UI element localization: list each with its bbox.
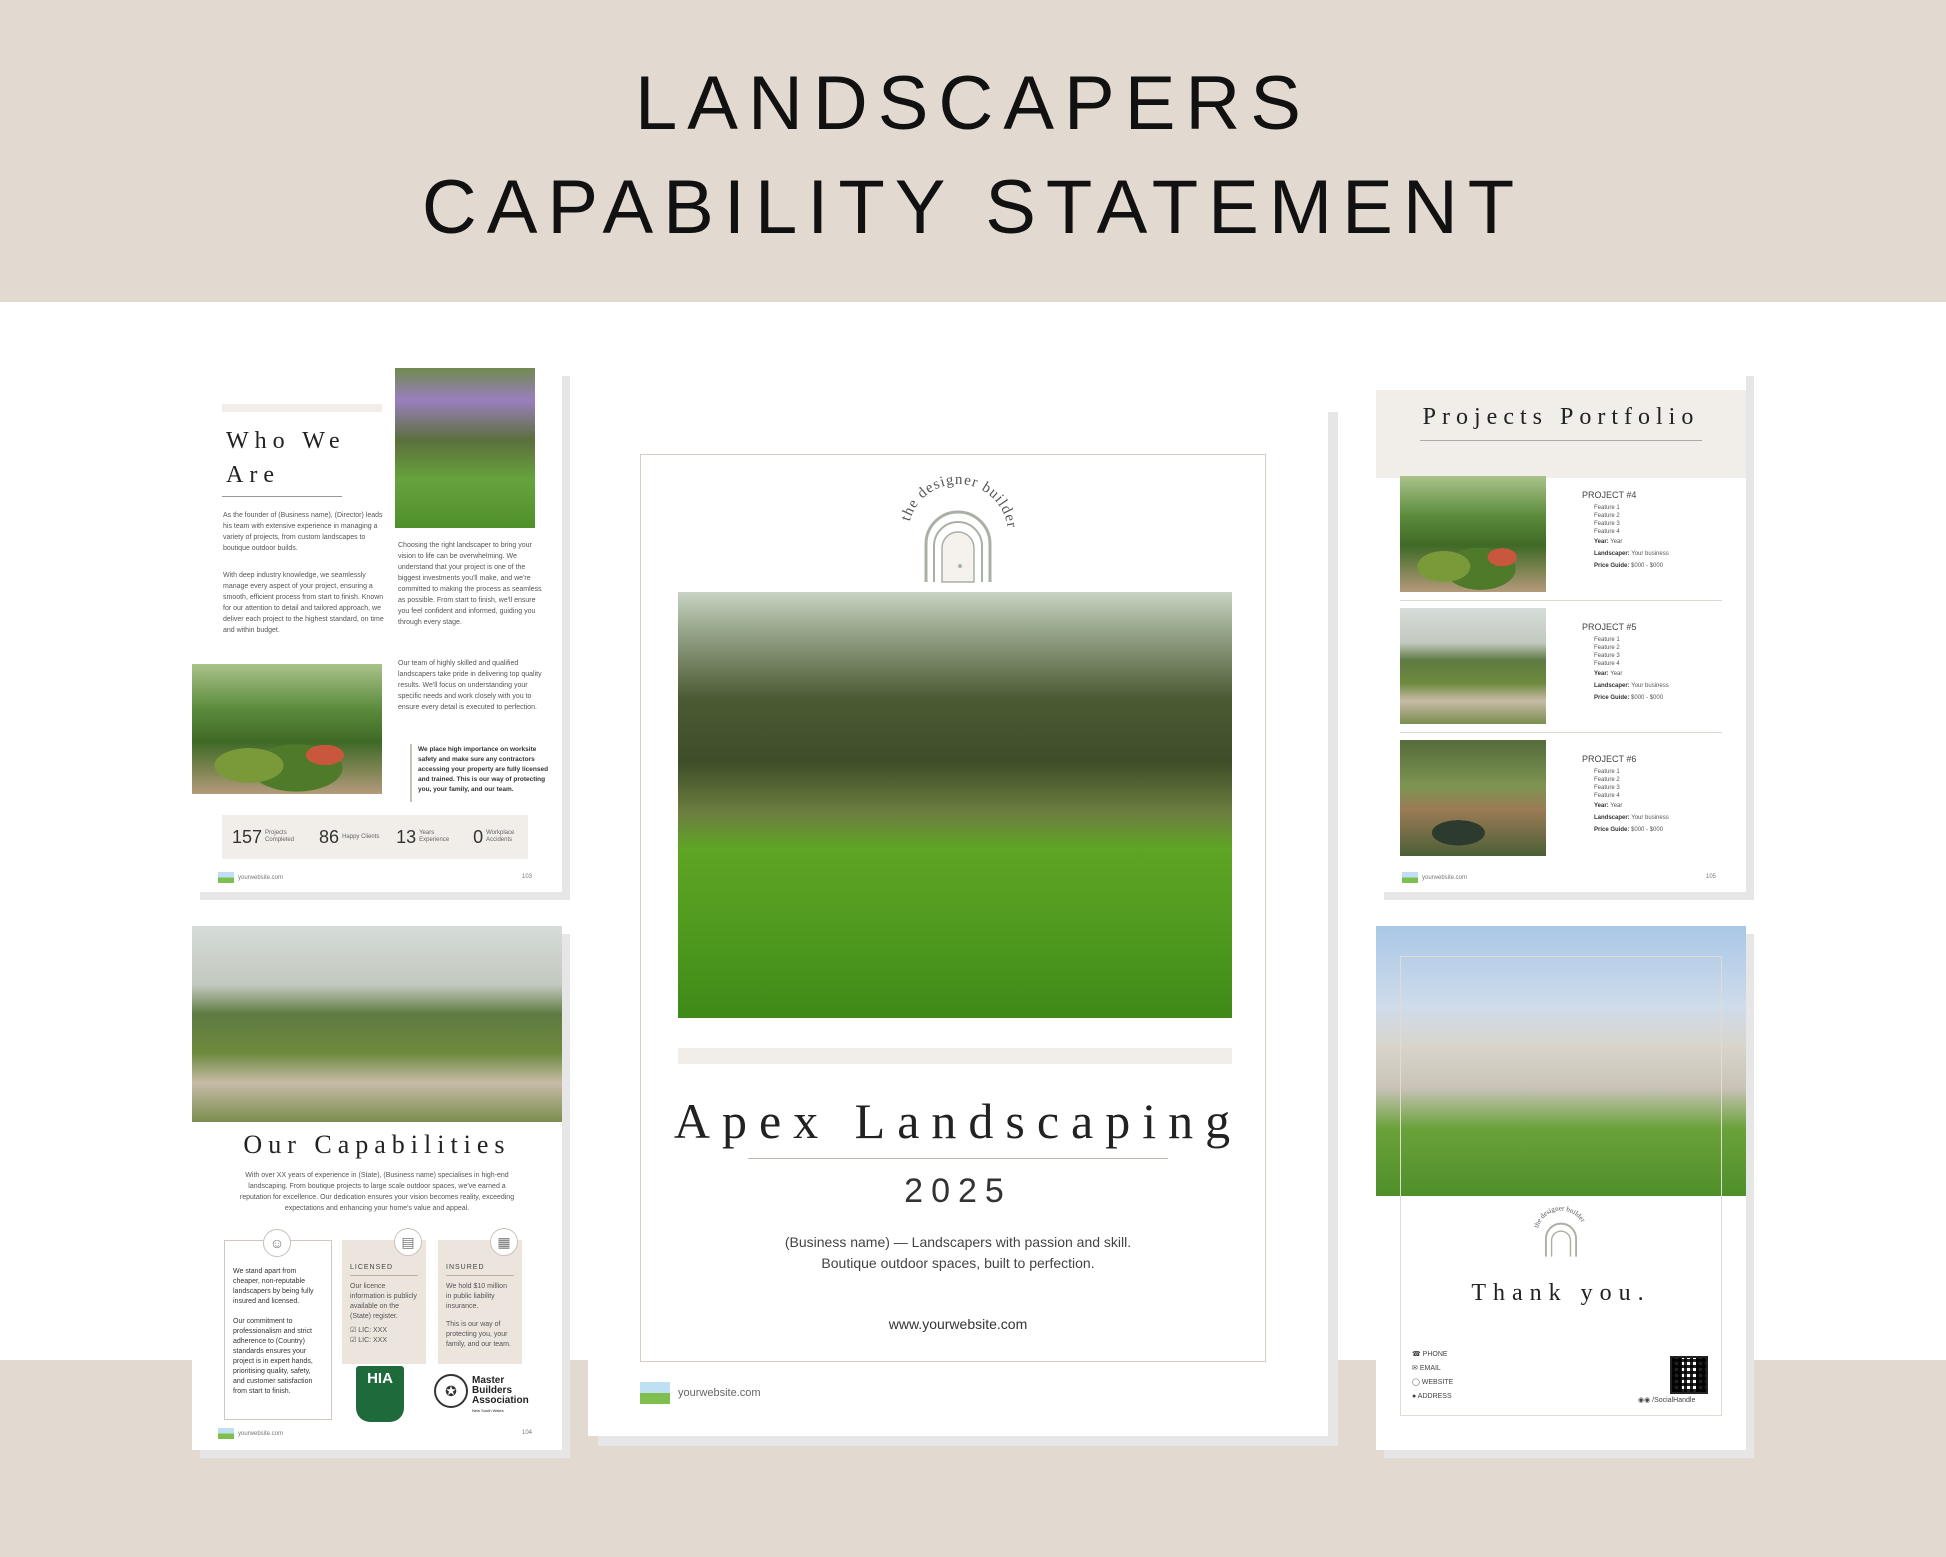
stat-accidents: 0 Workplace Accidents bbox=[473, 826, 515, 847]
site-logo-icon bbox=[1402, 872, 1418, 883]
page-cover bbox=[588, 402, 1328, 1436]
page-thank-you bbox=[1376, 926, 1746, 1450]
page-number: 104 bbox=[522, 1430, 533, 1436]
capability-box-licensed: ▤ LICENSED Our licence information is publicly available on the (State) register. ☑ LIC: XXX ☑ LIC: XXX bbox=[342, 1240, 426, 1364]
project-6-photo bbox=[1400, 740, 1546, 856]
capability-box-insured: ▦ INSURED We hold $10 million in public liability insurance. This is our way of protecting you, your family, and our team. bbox=[438, 1240, 522, 1364]
project-4-photo bbox=[1400, 476, 1546, 592]
contact-list bbox=[1412, 1348, 1453, 1404]
page-footer-url: yourwebsite.com bbox=[218, 1428, 283, 1439]
logo-arc-text: the designer builder bbox=[1532, 1204, 1587, 1229]
project-divider bbox=[1400, 732, 1722, 733]
page-footer-url: yourwebsite.com bbox=[218, 872, 283, 883]
site-logo-icon bbox=[640, 1382, 670, 1404]
page-footer-url: yourwebsite.com bbox=[1402, 872, 1467, 883]
cover-tagline: (Business name) — Landscapers with passion and skill. Boutique outdoor spaces, built to perfection. bbox=[784, 1234, 1132, 1271]
mba-seal-icon: ✪ bbox=[434, 1374, 468, 1408]
cover-title: Apex Landscaping bbox=[673, 1093, 1243, 1149]
stat-clients: 86 Happy Clients bbox=[319, 826, 380, 847]
cover-divider bbox=[748, 1158, 1168, 1159]
who-para-1: As the founder of (Business name), (Director) leads his team with extensive experience in managing a variety of projects, from custom landscapes to boutique outdoor builds. bbox=[223, 512, 383, 552]
contact-email: ✉ EMAIL bbox=[1412, 1365, 1441, 1372]
cover-footer-url: yourwebsite.com bbox=[640, 1382, 761, 1404]
who-para-3: Choosing the right landscaper to bring your vision to life can be overwhelming. We understand that your project is one of the biggest investments you'll make, and we're committed to making the process as seamless as possible. From start to finish, we'll ensure you feel confident and informed, guiding you through every stage. bbox=[398, 542, 542, 626]
capability-box-standards: ☺ We stand apart from cheaper, non-reputable landscapers by being fully insured and licensed. Our commitment to professionalism and strict adherence to (Country) standards ensures your project is in expert hands, prioritising quality, safety, and customer satisfaction from start to finish. bbox=[224, 1240, 332, 1420]
title-underline bbox=[222, 496, 342, 497]
stat-years: 13 Years Experience bbox=[396, 826, 450, 847]
stats-bar bbox=[222, 815, 528, 859]
project-5-details: PROJECT #5 Feature 1 Feature 2 Feature 3 Feature 4 Year: Year Landscaper: Your business Price Guide: $000 - $000 bbox=[1582, 622, 1669, 701]
who-title: Who We Are bbox=[226, 428, 346, 488]
phone-icon: ☎ bbox=[1412, 1351, 1423, 1358]
page-capabilities bbox=[192, 926, 562, 1450]
portfolio-title-underline bbox=[1420, 440, 1702, 441]
designer-builder-logo bbox=[1528, 1204, 1594, 1264]
project-6-details: PROJECT #6 Feature 1 Feature 2 Feature 3 Feature 4 Year: Year Landscaper: Your business Price Guide: $000 - $000 bbox=[1582, 754, 1669, 833]
headline-line-1: LANDSCAPERS bbox=[635, 61, 1311, 146]
certificate-icon: ▤ bbox=[394, 1228, 422, 1256]
headline-line-2: CAPABILITY STATEMENT bbox=[421, 165, 1525, 250]
social-icons: ◉◉ bbox=[1638, 1397, 1653, 1404]
photo-gardener bbox=[395, 368, 535, 528]
project-5-photo bbox=[1400, 608, 1546, 724]
license-1: ☑ LIC: XXX bbox=[350, 1327, 388, 1334]
quote-bar bbox=[410, 744, 412, 802]
designer-builder-logo bbox=[888, 474, 1028, 594]
who-para-4: Our team of highly skilled and qualified landscapers take pride in delivering top quality results. We'll focus on understanding your specific needs and work closely with you to ensure every detail is executed to perfection. bbox=[398, 660, 542, 711]
capabilities-intro: With over XX years of experience in (State), (Business name) specialises in high-end landscaping. From boutique projects to large scale outdoor spaces, we've earned a reputation for excellence. Our dedication ensures your vision becomes reality, exceeding expectations and enhancing your home's value and appeal. bbox=[239, 1172, 515, 1212]
contact-address: ● ADDRESS bbox=[1412, 1393, 1452, 1400]
contact-phone: ☎ PHONE bbox=[1412, 1351, 1448, 1358]
portfolio-title: Projects Portfolio bbox=[1422, 404, 1700, 430]
logo-arc-text: the designer builder bbox=[898, 474, 1020, 530]
thankyou-frame bbox=[1400, 956, 1722, 1416]
document-icon: ▦ bbox=[490, 1228, 518, 1256]
cover-accent-bar bbox=[678, 1048, 1232, 1064]
check-circle-icon: ☑ bbox=[350, 1327, 359, 1334]
stat-projects: 157 Projects Completed bbox=[232, 826, 295, 847]
project-divider bbox=[1400, 600, 1722, 601]
hia-logo: HIA bbox=[356, 1366, 404, 1422]
page-number: 103 bbox=[522, 874, 533, 880]
site-logo-icon bbox=[218, 1428, 234, 1439]
page-portfolio bbox=[1376, 368, 1746, 892]
license-2: ☑ LIC: XXX bbox=[350, 1337, 388, 1344]
who-para-2: With deep industry knowledge, we seamlessly manage every aspect of your project, ensuring a smooth, efficient process from start to finish. Known for our attention to detail and tailored approach, we deliver each project to the highest standard, on time and within budget. bbox=[223, 572, 384, 634]
svg-text:the designer builder bbox=[1532, 1204, 1587, 1228]
page-number: 105 bbox=[1706, 874, 1717, 880]
check-circle-icon: ☑ bbox=[350, 1337, 359, 1344]
headline bbox=[0, 52, 1946, 260]
page-who-we-are bbox=[192, 368, 562, 892]
mba-logo-text: Master Builders Association New South Wales bbox=[472, 1375, 529, 1413]
globe-icon: ◯ bbox=[1412, 1379, 1422, 1386]
project-4-details: PROJECT #4 Feature 1 Feature 2 Feature 3 Feature 4 Year: Year Landscaper: Your business Price Guide: $000 - $000 bbox=[1582, 490, 1669, 569]
photo-garden bbox=[192, 664, 382, 794]
cover-year: 2025 bbox=[904, 1172, 1012, 1210]
capabilities-title: Our Capabilities bbox=[243, 1130, 511, 1159]
contact-website: ◯ WEBSITE bbox=[1412, 1379, 1454, 1386]
thank-you-title: Thank you. bbox=[1471, 1280, 1651, 1306]
title-accent bbox=[222, 404, 382, 412]
cover-website: www.yourwebsite.com bbox=[888, 1316, 1028, 1332]
worker-icon: ☺ bbox=[263, 1229, 291, 1257]
who-quote: We place high importance on worksite safety and make sure any contractors accessing your property are fully licensed and trained. This is our way of protecting you, your family, and our team. bbox=[418, 746, 549, 793]
pin-icon: ● bbox=[1412, 1393, 1418, 1400]
cover-photo-park bbox=[678, 592, 1232, 1018]
mail-icon: ✉ bbox=[1412, 1365, 1420, 1372]
site-logo-icon bbox=[218, 872, 234, 883]
qr-code-icon bbox=[1670, 1356, 1708, 1394]
photo-landscape bbox=[192, 926, 562, 1122]
social-handle: ◉◉ /SocialHandle bbox=[1638, 1397, 1696, 1404]
